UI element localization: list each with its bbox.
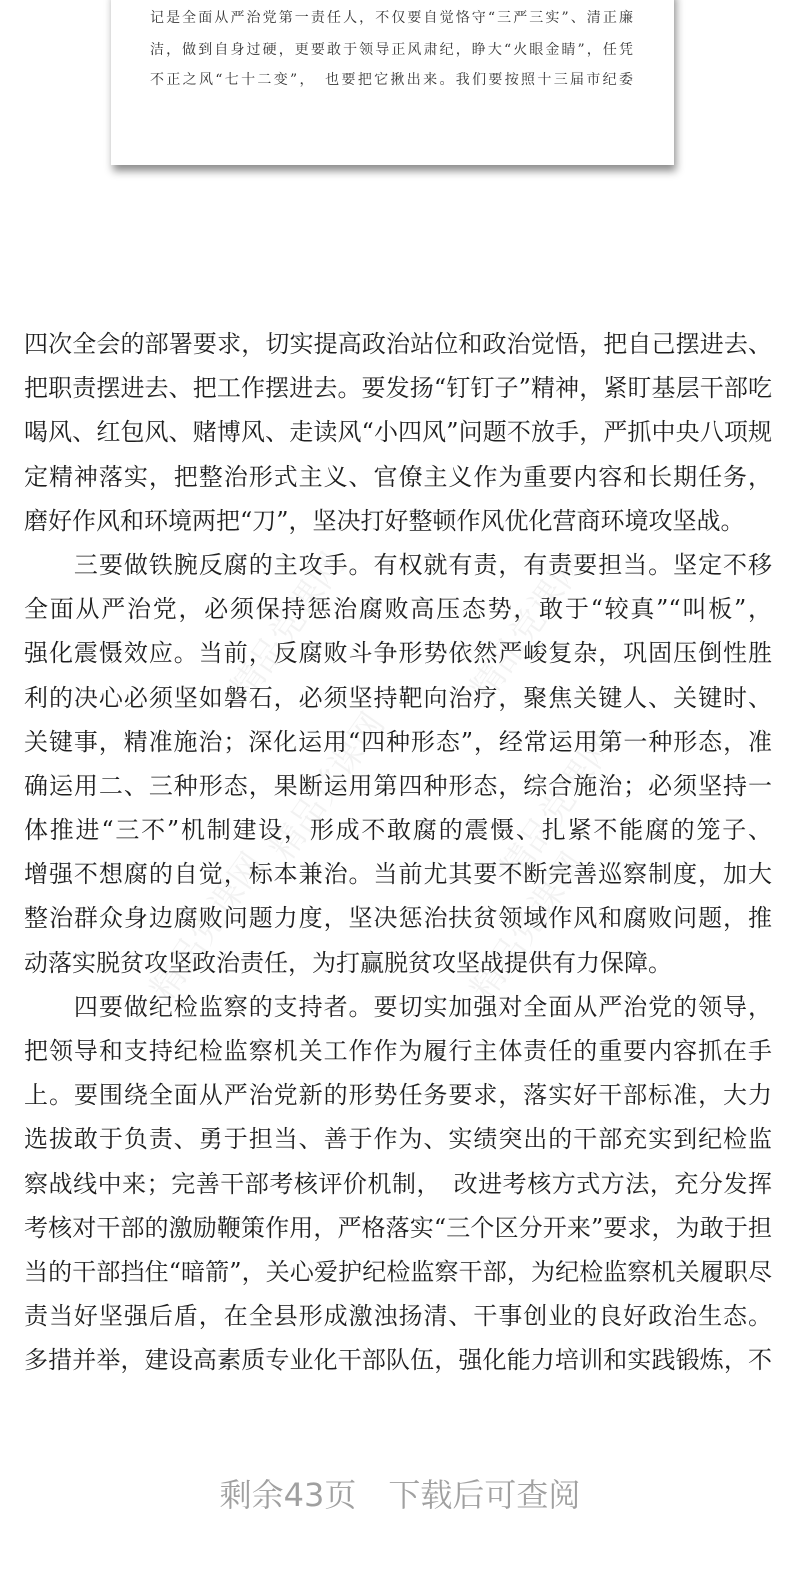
preview-page-card: [111, 0, 674, 165]
document-line: 增强不想腐的自觉，标本兼治。当前尤其要不断完善巡察制度，加大: [24, 860, 772, 889]
document-line: 定精神落实，把整治形式主义、官僚主义作为重要内容和长期任务，: [24, 462, 772, 491]
document-line: 四次全会的部署要求，切实提高政治站位和政治觉悟，把自己摆进去、: [24, 330, 772, 358]
document-body: [24, 322, 772, 1383]
watermark: 精品党课网: [142, 845, 274, 1008]
document-line: 动落实脱贫攻坚政治责任，为打赢脱贫攻坚战提供有力保障。: [24, 948, 672, 977]
document-line: 上。要围绕全面从严治党新的形势任务要求，落实好干部标准，大力: [24, 1081, 772, 1110]
card-line: 不正之风“七十二变”， 也要把它揪出来。我们要按照十三届市纪委: [150, 72, 633, 88]
document-line: 确运用二、三种形态，果断运用第四种形态，综合施治；必须坚持一: [24, 771, 772, 800]
watermark: 精品党课网: [222, 545, 354, 708]
document-line: 责当好坚强后盾，在全县形成激浊扬清、干事创业的良好政治生态。: [24, 1302, 772, 1331]
document-line: 整治群众身边腐败问题力度，坚决惩治扶贫领域作风和腐败问题，推: [24, 904, 772, 933]
document-line: 考核对干部的激励鞭策作用，严格落实“三个区分开来”要求，为敢于担: [24, 1213, 772, 1242]
document-line: 多措并举，建设高素质专业化干部队伍，强化能力培训和实践锻炼，不: [24, 1346, 772, 1375]
document-line: 把职责摆进去、把工作摆进去。要发扬“钉钉子”精神，紧盯基层干部吃: [24, 374, 772, 403]
watermark: 精品党课网: [492, 725, 624, 888]
download-hint[interactable]: 下载后可查阅: [388, 1476, 581, 1514]
document-line: 关键事，精准施治；深化运用“四种形态”，经常运用第一种形态，准: [24, 727, 772, 756]
document-line: 利的决心必须坚如磐石，必须坚持靶向治疗，聚焦关键人、关键时、: [24, 683, 772, 712]
document-line: 选拔敢于负责、勇于担当、善于作为、实绩突出的干部充实到纪检监: [24, 1125, 772, 1154]
watermark: 精品党课网: [262, 705, 394, 868]
document-line: 三要做铁腕反腐的主攻手。有权就有责，有责要担当。坚定不移: [24, 550, 772, 579]
document-line: 把领导和支持纪检监察机关工作作为履行主体责任的重要内容抓在手: [24, 1037, 772, 1065]
remaining-pages-count: 剩余43页: [219, 1476, 357, 1514]
card-line: 洁，做到自身过硬，更要敢于领导正风肃纪，睁大“火眼金睛”，任凭: [150, 42, 633, 58]
document-line: 四要做纪检监察的支持者。要切实加强对全面从严治党的领导，: [24, 992, 772, 1021]
document-line: 磨好作风和环境两把“刀”，坚决打好整顿作风优化营商环境攻坚战。: [24, 506, 745, 535]
watermark: 精品党课网: [462, 545, 594, 708]
document-line: 当的干部挡住“暗箭”，关心爱护纪检监察干部，为纪检监察机关履职尽: [24, 1257, 772, 1286]
document-line: 喝风、红包风、赌博风、走读风“小四风”问题不放手，严抓中央八项规: [24, 418, 772, 447]
remaining-pages-banner[interactable]: [0, 1470, 800, 1516]
document-line: 强化震慑效应。当前，反腐败斗争形势依然严峻复杂，巩固压倒性胜: [24, 639, 772, 668]
document-line: 全面从严治党，必须保持惩治腐败高压态势，敢于“较真”“叫板”，: [24, 595, 772, 624]
document-line: 察战线中来；完善干部考核评价机制， 改进考核方式方法，充分发挥: [24, 1169, 772, 1198]
card-line: 记是全面从严治党第一责任人，不仅要自觉恪守“三严三实”、清正廉: [150, 10, 633, 26]
watermark: 精品党课网: [462, 845, 594, 1008]
document-line: 体推进“三不”机制建设，形成不敢腐的震慑、扎紧不能腐的笼子、: [24, 816, 772, 845]
